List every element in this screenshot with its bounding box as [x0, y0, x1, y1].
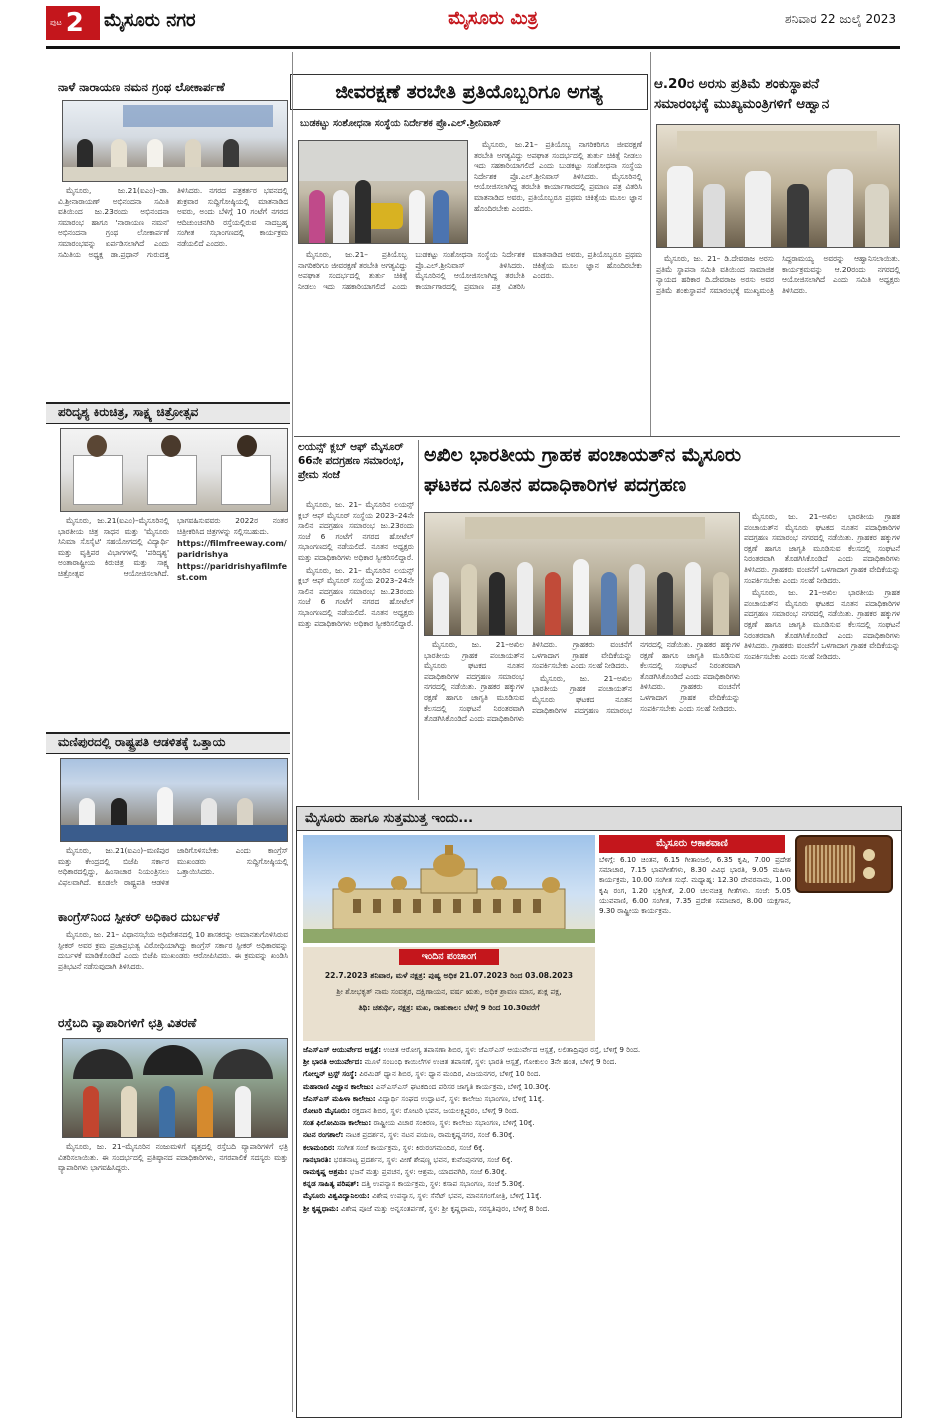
section-name: ಮೈಸೂರು ನಗರ — [104, 10, 196, 31]
poster-right — [221, 455, 271, 505]
event-item — [303, 1204, 897, 1214]
event-title: ಮಹಾರಾಣಿ ವಿಜ್ಞಾನ ಕಾಲೇಜು: — [303, 1081, 374, 1091]
panchanga-line-2: ಶ್ರೀ ಶೋಭಕೃತ್ ನಾಮ ಸಂವತ್ಸರ, ದಕ್ಷಿಣಾಯನ, ವರ್ಷ ಋತು, ಅಧಿಕ ಶ್ರಾವಣ ಮಾಸ, ಶುಕ್ಲ ಪಕ್ಷ, — [336, 987, 562, 996]
statue-headline-1: ಆ.20ರ ಅರಸು ಪ್ರತಿಮೆ ಶಂಕುಸ್ಥಾಪನೆ — [654, 76, 820, 92]
event-title: ಮೈಸೂರು ವಿಶ್ವವಿದ್ಯಾನಿಲಯ: — [303, 1191, 370, 1201]
today-section — [296, 806, 902, 1418]
event-title: ಶ್ರೀ ಭಾರತಿ ಆಯುರ್ವೇದ: — [303, 1057, 363, 1067]
today-banner-text: ಮೈಸೂರು ಹಾಗೂ ಸುತ್ತಮುತ್ತ ಇಂದು... — [305, 811, 474, 826]
manipur-headline: ಮಣಿಪುರದಲ್ಲಿ ರಾಷ್ಟ್ರಪತಿ ಆಡಳಿತಕ್ಕೆ ಒತ್ತಾಯ — [58, 735, 226, 749]
lifesaving-headline: ಜೀವರಕ್ಷಣೆ ತರಬೇತಿ ಪ್ರತಿಯೊಬ್ಬರಿಗೂ ಅಗತ್ಯ — [335, 81, 603, 103]
event-text: ರಕ್ತದಾನ ಶಿಬಿರ, ಸ್ಥಳ: ರೋಟರಿ ಭವನ, ಜಯಲಕ್ಷ್ಮಿಪುರಂ, ಬೆಳಿಗ್ಗೆ 9 ರಿಂದ. — [352, 1106, 519, 1116]
event-title: ರಾಮಕೃಷ್ಣ ಆಶ್ರಮ: — [303, 1167, 348, 1177]
event-title: ಜೆಎಸ್‌ಎಸ್ ಆಯುರ್ವೇದ ಆಸ್ಪತ್ರೆ: — [303, 1045, 382, 1054]
event-item — [303, 1045, 897, 1055]
umbrella-3 — [213, 1049, 273, 1079]
right-column-divider — [650, 52, 651, 436]
top-section-divider — [294, 436, 900, 437]
paper-name-logo: ಮೈಸೂರು ಮಿತ್ರ — [448, 8, 538, 29]
event-title: ಗೋಲ್ಡನ್ ಟ್ರಸ್ಟ್ ಸಂಸ್ಥೆ: — [303, 1069, 358, 1079]
statue-headline-2: ಸಮಾರಂಭಕ್ಕೆ ಮುಖ್ಯಮಂತ್ರಿಗಳಿಗೆ ಆಹ್ವಾನ — [654, 96, 830, 112]
radio-icon — [795, 835, 893, 893]
consumer-headline-2: ಘಟಕದ ನೂತನ ಪದಾಧಿಕಾರಿಗಳ ಪದಗ್ರಹಣ — [424, 474, 687, 496]
event-text: ಎನ್‌ಎಸ್‌ಎಸ್ ಘಟಕದಿಂದ ಪರಿಸರ ಜಾಗೃತಿ ಕಾರ್ಯಕ್ರಮ, ಬೆಳಿಗ್ಗೆ 10.30ಕ್ಕೆ. — [375, 1081, 551, 1091]
lifesaving-text: ಮೈಸೂರು, ಜು.21– ಪ್ರತಿಯೊಬ್ಬ ನಾಗರಿಕರಿಗೂ ಜೀವರಕ್ಷಣೆ ತರಬೇತಿ ಅಗತ್ಯವಿದ್ದು ಅಪಘಾತ ಸಂದರ್ಭದಲ್ಲಿ ತುರ್ತು ಚಿಕಿತ್ಸೆ ನೀಡಲು ಇದು ಸಹಕಾರಿಯಾಗಲಿದೆ ಎಂದು ಬುಡಕಟ್ಟು ಸಂಶೋಧನಾ ಸಂಸ್ಥೆಯ ನಿರ್ದೇಶಕ ಪ್ರೊ.ಎಲ್.ಶ್ರೀನಿವಾಸ್ ತಿಳಿಸಿದರು. ಮೈಸೂರಿನಲ್ಲಿ ಆಯೋಜಿಸಲಾಗಿದ್ದ ತರಬೇತಿ ಕಾರ್ಯಾಗಾರದಲ್ಲಿ ಪ್ರಮಾಣ ಪತ್ರ ವಿತರಿಸಿ ಮಾತನಾಡಿದ ಅವರು, ಪ್ರತಿಯೊಬ್ಬರೂ ಪ್ರಥಮ ಚಿಕಿತ್ಸೆಯ ಮೂಲ ಜ್ಞಾನ ಹೊಂದಿರಬೇಕು ಎಂದರು. — [298, 250, 642, 291]
manipur-photo — [60, 758, 288, 842]
event-text: ಮೂಳೆ ಸಂಬಂಧಿ ಕಾಯಿಲೆಗಳ ಉಚಿತ ತಪಾಸಣೆ, ಸ್ಥಳ: ಭಾರತಿ ಆಸ್ಪತ್ರೆ, ಗೋಕುಲಂ 3ನೇ ಹಂತ, ಬೆಳಿಗ್ಗೆ 9 ರಿಂದ. — [364, 1057, 617, 1067]
poster-middle — [147, 455, 197, 505]
event-item — [303, 1130, 897, 1140]
event-title: ಗಾನಭಾರತಿ: — [303, 1154, 332, 1164]
panchanga-box — [303, 947, 595, 1041]
lifesaving-subhead: ಬುಡಕಟ್ಟು ಸಂಶೋಧನಾ ಸಂಸ್ಥೆಯ ನಿರ್ದೇಶಕ ಪ್ರೊ.ಎಲ್.ಶ್ರೀನಿವಾಸ್ — [300, 118, 501, 129]
speaker-text: ಮೈಸೂರು, ಜು. 21– ವಿಧಾನಸಭೆಯ ಅಧಿವೇಶನದಲ್ಲಿ 10 ಶಾಸಕರನ್ನು ಅಮಾನತುಗೊಳಿಸಿರುವ ಸ್ಪೀಕರ್ ಅವರ ಕ್ರಮ ಪ್ರಜಾಪ್ರಭುತ್ವ ವಿರೋಧಿಯಾಗಿದ್ದು ಕಾಂಗ್ರೆಸ್ ಸರ್ಕಾರ ಸ್ಪೀಕರ್ ಅಧಿಕಾರವನ್ನು ದುರ್ಬಳಕೆ ಮಾಡಿಕೊಂಡಿದೆ ಎಂದು ಬಿಜೆಪಿ ಮುಖಂಡರು ಆರೋಪಿಸಿದರು. ಈ ಕ್ರಮವನ್ನು ಖಂಡಿಸಿ ಪ್ರತಿಭಟನೆ ನಡೆಸುವುದಾಗಿ ತಿಳಿಸಿದರು. — [58, 930, 288, 971]
press-table — [61, 825, 288, 841]
lions-text-repeat: ಮೈಸೂರು, ಜು. 21– ಮೈಸೂರಿನ ಲಯನ್ಸ್ ಕ್ಲಬ್ ಆಫ್ ಮೈಸೂರ್ ಸಂಸ್ಥೆಯ 2023–24ನೇ ಸಾಲಿನ ಪದಗ್ರಹಣ ಸಮಾರಂಭ ಜು.23ರಂದು ಸಂಜೆ 6 ಗಂಟೆಗೆ ನಗರದ ಹೋಟೆಲ್ ಸಭಾಂಗಣದಲ್ಲಿ ನಡೆಯಲಿದೆ. ನೂತನ ಅಧ್ಯಕ್ಷರು ಮತ್ತು ಪದಾಧಿಕಾರಿಗಳು ಅಧಿಕಾರ ಸ್ವೀಕರಿಸಲಿದ್ದಾರೆ. — [298, 565, 414, 628]
radio-knob-2 — [863, 867, 875, 879]
mysore-palace-illustration — [303, 835, 595, 943]
event-text: ವಿಶೇಷ ಪೂಜೆ ಮತ್ತು ಅನ್ನಸಂತರ್ಪಣೆ, ಸ್ಥಳ: ಶ್ರೀ ಕೃಷ್ಣಧಾಮ, ಸರಸ್ವತಿಪುರಂ, ಬೆಳಿಗ್ಗೆ 8 ರಿಂದ. — [341, 1203, 550, 1213]
event-item — [303, 1094, 897, 1104]
event-item — [303, 1143, 897, 1153]
cinema-text: ಮೈಸೂರು, ಜು.21(ಐಎಂ)–ಮೈಸೂರಿನಲ್ಲಿ ಭಾರತೀಯ ಚಿತ್ರ ಸಾಧನ ಮತ್ತು 'ಮೈಸೂರು ಸಿನಿಮಾ ಸೊಸೈಟಿ' ಸಹಯೋಗದಲ್ಲಿ ವಿದ್ಯಾರ್ಥಿ ಮತ್ತು ವೃತ್ತಿಪರ ವಿಭಾಗಗಳಲ್ಲಿ 'ಪರಿದೃಶ್ಯ' ಅಂತಾರಾಷ್ಟ್ರೀಯ ಕಿರುಚಿತ್ರ ಮತ್ತು ಸಾಕ್ಷ್ಯ ಚಿತ್ರೋತ್ಸವ ಆಯೋಜಿಸಲಾಗಿದೆ. ಭಾಗವಹಿಸುವವರು 2022ರ ನಂತರ ಚಿತ್ರೀಕರಿಸಿದ ಚಿತ್ರಗಳನ್ನು ಸಲ್ಲಿಸಬಹುದು. — [58, 516, 288, 578]
lions-body — [298, 500, 414, 802]
event-item — [303, 1191, 897, 1201]
masthead — [0, 0, 945, 52]
poster-left — [73, 455, 123, 505]
person-middle — [161, 435, 181, 457]
consumer-text: ಮೈಸೂರು, ಜು. 21–ಅಖಿಲ ಭಾರತೀಯ ಗ್ರಾಹಕ ಪಂಚಾಯತ್‌ನ ಮೈಸೂರು ಘಟಕದ ನೂತನ ಪದಾಧಿಕಾರಿಗಳ ಪದಗ್ರಹಣ ಸಮಾರಂಭ ನಗರದಲ್ಲಿ ನಡೆಯಿತು. ಗ್ರಾಹಕರ ಹಕ್ಕುಗಳ ರಕ್ಷಣೆ ಹಾಗೂ ಜಾಗೃತಿ ಮೂಡಿಸುವ ಕೆಲಸದಲ್ಲಿ ಸಂಘಟನೆ ನಿರಂತರವಾಗಿ ತೊಡಗಿಸಿಕೊಂಡಿದೆ ಎಂದು ಪದಾಧಿಕಾರಿಗಳು ತಿಳಿಸಿದರು. ಗ್ರಾಹಕರು ವಂಚನೆಗೆ ಒಳಗಾದಾಗ ಗ್ರಾಹಕ ವೇದಿಕೆಯನ್ನು ಸಂಪರ್ಕಿಸಬೇಕು ಎಂದು ಸಲಹೆ ನೀಡಿದರು. — [424, 640, 632, 724]
page-number: 2 — [65, 8, 84, 38]
page-number-badge — [46, 6, 100, 40]
cinema-photo — [60, 428, 288, 512]
event-text: ಭಜನೆ ಮತ್ತು ಪ್ರವಚನ, ಸ್ಥಳ: ಆಶ್ರಮ, ಯಾದವಗಿರಿ, ಸಂಜೆ 6.30ಕ್ಕೆ. — [349, 1167, 508, 1177]
speaker-body — [58, 930, 288, 1012]
event-item — [303, 1155, 897, 1165]
lifesaving-headline-box — [290, 74, 648, 110]
consumer-banner — [465, 517, 705, 539]
radio-title-bar — [599, 835, 785, 853]
date-line: ಶನಿವಾರ 22 ಜುಲೈ 2023 — [785, 12, 896, 26]
wall-frames — [677, 131, 877, 151]
consumer-headline-1: ಅಖಿಲ ಭಾರತೀಯ ಗ್ರಾಹಕ ಪಂಚಾಯತ್‌ನ ಮೈಸೂರು — [424, 444, 742, 466]
page-label: ಪುಟ — [50, 18, 62, 27]
event-item — [303, 1167, 897, 1177]
radio-schedule: ಬೆಳಿಗ್ಗೆ: 6.10 ಚಿಂತನ, 6.15 ಗೀತಾಂಜಲಿ, 6.35 ಕೃಷಿ, 7.00 ಪ್ರದೇಶ ಸಮಾಚಾರ, 7.15 ಭಾವಗೀತೆಗಳು, 8.30 ವಿವಿಧ ಭಾರತಿ, 9.05 ಮಹಿಳಾ ಕಾರ್ಯಕ್ರಮ, 10.00 ಸಂಗೀತ ಸುಧೆ. ಮಧ್ಯಾಹ್ನ: 12.30 ದೇವರನಾಮ, 1.00 ಕೃಷಿ ರಂಗ, 1.20 ಭಕ್ತಿಗೀತೆ, 2.00 ಚಲನಚಿತ್ರ ಗೀತೆಗಳು. ಸಂಜೆ: 5.05 ಯುವವಾಣಿ, 6.00 ಸಂಗೀತ, 7.35 ಪ್ರದೇಶ ಸಮಾಚಾರ, 8.00 ಯಕ್ಷಗಾನ, 9.30 ರಾಷ್ಟ್ರೀಯ ಕಾರ್ಯಕ್ರಮ. — [599, 855, 791, 916]
event-title: ರೋಟರಿ ಮೈಸೂರು: — [303, 1106, 350, 1116]
book-release-text: ಮೈಸೂರು, ಜು.21(ಐಎಂ)–ಡಾ. ವಿ.ಶ್ರೀನಾರಾಯಣ್ ಅಭಿನಂದನಾ ಸಮಿತಿ ವತಿಯಿಂದ ಜು.23ರಂದು ಅಭಿನಂದನಾ ಸಮಾರಂಭ ಹಾಗೂ 'ನಾರಾಯಣ ನಮನ' ಅಭಿನಂದನಾ ಗ್ರಂಥ ಲೋಕಾರ್ಪಣೆ ಸಮಾರಂಭವನ್ನು ಏರ್ಪಡಿಸಲಾಗಿದೆ ಎಂದು ಸಮಿತಿಯ ಅಧ್ಯಕ್ಷ ಡಾ.ಪ್ರಧಾನ್ ಗುರುದತ್ತ ತಿಳಿಸಿದರು. ನಗರದ ಪತ್ರಕರ್ತರ ಭವನದಲ್ಲಿ ಶುಕ್ರವಾರ ಸುದ್ದಿಗೋಷ್ಠಿಯಲ್ಲಿ ಮಾತನಾಡಿದ ಅವರು, ಅಂದು ಬೆಳಿಗ್ಗೆ 10 ಗಂಟೆಗೆ ನಗರದ ಆದಿಚುಂಚನಗಿರಿ ರಸ್ತೆಯಲ್ಲಿರುವ ನಾದಬ್ರಹ್ಮ ಸಂಗೀತ ಸಭಾಂಗಣದಲ್ಲಿ ಕಾರ್ಯಕ್ರಮ ನಡೆಯಲಿದೆ ಎಂದರು. — [58, 186, 288, 259]
lions-headline: ಲಯನ್ಸ್ ಕ್ಲಬ್ ಆಫ್ ಮೈಸೂರ್ 66ನೇ ಪದಗ್ರಹಣ ಸಮಾರಂಭ, ಪ್ರೇಮ ಸಂಜೆ — [298, 441, 405, 481]
consumer-headline — [424, 440, 900, 506]
manipur-text: ಮೈಸೂರು, ಜು.21(ಐಎಂ)–ಮಣಿಪುರ ಮತ್ತು ಕೇಂದ್ರದಲ್ಲಿ ಬಿಜೆಪಿ ಸರ್ಕಾರ ಅಧಿಕಾರದಲ್ಲಿದ್ದು, ಹಿಂಸಾಚಾರ ನಿಯಂತ್ರಿಸಲು ವಿಫಲವಾಗಿದೆ. ಕೂಡಲೇ ರಾಷ್ಟ್ರಪತಿ ಆಡಳಿತ ಜಾರಿಗೊಳಿಸಬೇಕು ಎಂದು ಕಾಂಗ್ರೆಸ್ ಮುಖಂಡರು ಸುದ್ದಿಗೋಷ್ಠಿಯಲ್ಲಿ ಒತ್ತಾಯಿಸಿದರು. — [58, 846, 288, 887]
consumer-body-right — [744, 512, 900, 802]
cinema-body — [58, 516, 288, 730]
umbrella-1 — [73, 1049, 133, 1079]
event-text: ವಿದ್ಯಾರ್ಥಿ ಸಂಘದ ಉದ್ಘಾಟನೆ, ಸ್ಥಳ: ಕಾಲೇಜು ಸಭಾಂಗಣ, ಬೆಳಿಗ್ಗೆ 11ಕ್ಕೆ. — [377, 1093, 545, 1103]
cinema-headline: ಪರಿದೃಶ್ಯ ಕಿರುಚಿತ್ರ, ಸಾಕ್ಷ್ಯ ಚಿತ್ರೋತ್ಸವ — [58, 405, 199, 419]
cinema-link-2[interactable]: https://paridrishyafilmfest.com — [177, 562, 288, 582]
book-release-photo — [62, 100, 288, 182]
lifesaving-body-right — [474, 140, 642, 244]
event-title: ಜೆಎಸ್‌ಎಸ್ ಮಹಿಳಾ ಕಾಲೇಜು: — [303, 1093, 376, 1103]
left-column-divider — [292, 52, 293, 1412]
panchanga-title: ಇಂದಿನ ಪಂಚಾಂಗ — [421, 951, 477, 962]
today-banner — [297, 807, 901, 831]
event-text: ವಿಶೇಷ ಉಪನ್ಯಾಸ, ಸ್ಥಳ: ಸೆನೆಟ್ ಭವನ, ಮಾನಸಗಂಗೋತ್ರಿ, ಬೆಳಿಗ್ಗೆ 11ಕ್ಕೆ. — [372, 1191, 542, 1201]
event-text: ದತ್ತಿ ಉಪನ್ಯಾಸ ಕಾರ್ಯಕ್ರಮ, ಸ್ಥಳ: ಕಸಾಪ ಸಭಾಂಗಣ, ಸಂಜೆ 5.30ಕ್ಕೆ. — [361, 1179, 525, 1189]
banner-backdrop — [123, 105, 273, 127]
book-release-body — [58, 186, 288, 362]
umbrella-headline: ರಸ್ತೆಬದಿ ವ್ಯಾಪಾರಿಗಳಿಗೆ ಛತ್ರಿ ವಿತರಣೆ — [58, 1016, 197, 1030]
consumer-text-right: ಮೈಸೂರು, ಜು. 21–ಅಖಿಲ ಭಾರತೀಯ ಗ್ರಾಹಕ ಪಂಚಾಯತ್‌ನ ಮೈಸೂರು ಘಟಕದ ನೂತನ ಪದಾಧಿಕಾರಿಗಳ ಪದಗ್ರಹಣ ಸಮಾರಂಭ ನಗರದಲ್ಲಿ ನಡೆಯಿತು. ಗ್ರಾಹಕರ ಹಕ್ಕುಗಳ ರಕ್ಷಣೆ ಹಾಗೂ ಜಾಗೃತಿ ಮೂಡಿಸುವ ಕೆಲಸದಲ್ಲಿ ಸಂಘಟನೆ ನಿರಂತರವಾಗಿ ತೊಡಗಿಸಿಕೊಂಡಿದೆ ಎಂದು ಪದಾಧಿಕಾರಿಗಳು ತಿಳಿಸಿದರು. ಗ್ರಾಹಕರು ವಂಚನೆಗೆ ಒಳಗಾದಾಗ ಗ್ರಾಹಕ ವೇದಿಕೆಯನ್ನು ಸಂಪರ್ಕಿಸಬೇಕು ಎಂದು ಸಲಹೆ ನೀಡಿದರು. — [744, 512, 900, 585]
statue-text: ಮೈಸೂರು, ಜು. 21– ಡಿ.ದೇವರಾಜ ಅರಸು ಪ್ರತಿಮೆ ಸ್ಥಾಪನಾ ಸಮಿತಿ ವತಿಯಿಂದ ಸಾಮಾಜಿಕ ನ್ಯಾಯದ ಹರಿಕಾರ ದಿ.ದೇವರಾಜ ಅರಸು ಅವರ ಪ್ರತಿಮೆ ಶಂಕುಸ್ಥಾಪನೆ ಸಮಾರಂಭಕ್ಕೆ ಮುಖ್ಯಮಂತ್ರಿ ಸಿದ್ದರಾಮಯ್ಯ ಅವರನ್ನು ಆಹ್ವಾನಿಸಲಾಯಿತು. ಕಾರ್ಯಕ್ರಮವನ್ನು ಆ.20ರಂದು ನಗರದಲ್ಲಿ ಆಯೋಜಿಸಲಾಗಿದೆ ಎಂದು ಸಮಿತಿ ಅಧ್ಯಕ್ಷರು ತಿಳಿಸಿದರು. — [656, 254, 900, 295]
lifesaving-photo — [298, 140, 468, 244]
person-right — [237, 435, 257, 457]
umbrella-text: ಮೈಸೂರು, ಜು. 21–ಮೈಸೂರಿನ ನಂಜುಮಳಿಗೆ ವೃತ್ತದಲ್ಲಿ ರಸ್ತೆಬದಿ ವ್ಯಾಪಾರಿಗಳಿಗೆ ಛತ್ರಿ ವಿತರಿಸಲಾಯಿತು. ಈ ಸಂದರ್ಭದಲ್ಲಿ ಪ್ರತಿಷ್ಠಾನದ ಪದಾಧಿಕಾರಿಗಳು, ನಗರಪಾಲಿಕೆ ಸದಸ್ಯರು ಮತ್ತು ವ್ಯಾಪಾರಿಗಳು ಭಾಗವಹಿಸಿದ್ದರು. — [58, 1142, 288, 1173]
event-title: ಶ್ರೀ ಕೃಷ್ಣಧಾಮ: — [303, 1203, 339, 1213]
consumer-text-2: ಮೈಸೂರು, ಜು. 21–ಅಖಿಲ ಭಾರತೀಯ ಗ್ರಾಹಕ ಪಂಚಾಯತ್‌ನ ಮೈಸೂರು ಘಟಕದ ನೂತನ ಪದಾಧಿಕಾರಿಗಳ ಪದಗ್ರಹಣ ಸಮಾರಂಭ ನಗರದಲ್ಲಿ ನಡೆಯಿತು. ಗ್ರಾಹಕರ ಹಕ್ಕುಗಳ ರಕ್ಷಣೆ ಹಾಗೂ ಜಾಗೃತಿ ಮೂಡಿಸುವ ಕೆಲಸದಲ್ಲಿ ಸಂಘಟನೆ ನಿರಂತರವಾಗಿ ತೊಡಗಿಸಿಕೊಂಡಿದೆ ಎಂದು ಪದಾಧಿಕಾರಿಗಳು ತಿಳಿಸಿದರು. ಗ್ರಾಹಕರು ವಂಚನೆಗೆ ಒಳಗಾದಾಗ ಗ್ರಾಹಕ ವೇದಿಕೆಯನ್ನು ಸಂಪರ್ಕಿಸಬೇಕು ಎಂದು ಸಲಹೆ ನೀಡಿದರು. — [532, 640, 740, 715]
umbrella-body — [58, 1142, 288, 1206]
speaker-headline: ಕಾಂಗ್ರೆಸ್‌ನಿಂದ ಸ್ಪೀಕರ್ ಅಧಿಕಾರ ದುರ್ಬಳಕೆ — [58, 910, 220, 924]
umbrella-2 — [143, 1045, 203, 1075]
event-text: ಸಂಗೀತ ಸಂಜೆ ಕಾರ್ಯಕ್ರಮ, ಸ್ಥಳ: ಕಿರುರಂಗಮಂದಿರ, ಸಂಜೆ 6ಕ್ಕೆ. — [337, 1142, 485, 1152]
event-text: ಉಚಿತ ಆರೋಗ್ಯ ತಪಾಸಣಾ ಶಿಬಿರ, ಸ್ಥಳ: ಜೆಎಸ್‌ಎಸ್ ಆಯುರ್ವೇದ ಆಸ್ಪತ್ರೆ, ಲಲಿತಾದ್ರಿಪುರ ರಸ್ತೆ, ಬೆಳಿಗ್ಗೆ 9 ರಿಂದ. — [383, 1045, 641, 1054]
palace-drawing — [303, 835, 595, 943]
radio-speaker-grille — [805, 845, 855, 883]
consumer-body-bottom — [424, 640, 740, 802]
events-list — [303, 1045, 897, 1413]
event-title: ಕನ್ನಡ ಸಾಹಿತ್ಯ ಪರಿಷತ್: — [303, 1179, 360, 1189]
event-text: ನಾಟಕ ಪ್ರದರ್ಶನ, ಸ್ಥಳ: ನಟನ ಪಯಣ, ರಾಮಕೃಷ್ಣನಗರ, ಸಂಜೆ 6.30ಕ್ಕೆ. — [345, 1130, 515, 1140]
radio-title: ಮೈಸೂರು ಆಕಾಶವಾಣಿ — [656, 838, 728, 849]
table — [63, 167, 288, 181]
umbrella-photo — [62, 1038, 288, 1138]
panchanga-line-3: ತಿಥಿ: ಚತುರ್ಥಿ, ನಕ್ಷತ್ರ: ಮಖ, ರಾಹುಕಾಲ: ಬೆಳಿಗ್ಗೆ 9 ರಿಂದ 10.30ವರೆಗೆ — [358, 1003, 540, 1012]
event-item — [303, 1057, 897, 1067]
event-text: ಭರತನಾಟ್ಯ ಪ್ರದರ್ಶನ, ಸ್ಥಳ: ವೀಣೆ ಶೇಷಣ್ಣ ಭವನ, ಕುವೆಂಪುನಗರ, ಸಂಜೆ 6ಕ್ಕೆ. — [333, 1154, 513, 1164]
event-text: ರಾಷ್ಟ್ರೀಯ ವಿಚಾರ ಸಂಕಿರಣ, ಸ್ಥಳ: ಕಾಲೇಜು ಸಭಾಂಗಣ, ಬೆಳಿಗ್ಗೆ 10ಕ್ಕೆ. — [373, 1118, 535, 1128]
event-title: ನಟನ ರಂಗಶಾಲೆ: — [303, 1130, 344, 1140]
event-item — [303, 1069, 897, 1079]
event-item — [303, 1118, 897, 1128]
event-item — [303, 1082, 897, 1092]
event-item — [303, 1179, 897, 1189]
panchanga-title-bar — [399, 949, 499, 965]
event-item — [303, 1106, 897, 1116]
stage-backdrop — [299, 141, 468, 181]
lifesaving-body-bottom — [298, 250, 642, 432]
statue-headline — [654, 74, 902, 118]
statue-photo — [656, 124, 900, 248]
person-left — [87, 435, 107, 457]
manipur-body — [58, 846, 288, 906]
statue-body — [656, 254, 900, 432]
panchanga-line-1: 22.7.2023 ಶನಿವಾರ, ಮಳೆ ನಕ್ಷತ್ರ: ಪುಷ್ಯ ಅಧಿಕ 21.07.2023 ರಿಂದ 03.08.2023 — [324, 971, 574, 980]
event-title: ಸಂತ ಫಿಲೋಮಿನಾ ಕಾಲೇಜು: — [303, 1118, 372, 1128]
consumer-photo — [424, 512, 740, 636]
lifesaving-text-lead: ಮೈಸೂರು, ಜು.21– ಪ್ರತಿಯೊಬ್ಬ ನಾಗರಿಕರಿಗೂ ಜೀವರಕ್ಷಣೆ ತರಬೇತಿ ಅಗತ್ಯವಿದ್ದು ಅಪಘಾತ ಸಂದರ್ಭದಲ್ಲಿ ತುರ್ತು ಚಿಕಿತ್ಸೆ ನೀಡಲು ಇದು ಸಹಕಾರಿಯಾಗಲಿದೆ ಎಂದು ಬುಡಕಟ್ಟು ಸಂಶೋಧನಾ ಸಂಸ್ಥೆಯ ನಿರ್ದೇಶಕ ಪ್ರೊ.ಎಲ್.ಶ್ರೀನಿವಾಸ್ ತಿಳಿಸಿದರು. ಮೈಸೂರಿನಲ್ಲಿ ಆಯೋಜಿಸಲಾಗಿದ್ದ ತರಬೇತಿ ಕಾರ್ಯಾಗಾರದಲ್ಲಿ ಪ್ರಮಾಣ ಪತ್ರ ವಿತರಿಸಿ ಮಾತನಾಡಿದ ಅವರು, ಪ್ರತಿಯೊಬ್ಬರೂ ಪ್ರಥಮ ಚಿಕಿತ್ಸೆಯ ಮೂಲ ಜ್ಞಾನ ಹೊಂದಿರಬೇಕು ಎಂದರು. — [474, 140, 642, 213]
cinema-link-1[interactable]: https://filmfreeway.com/paridrishya — [177, 539, 287, 559]
book-release-headline: ನಾಳೆ ನಾರಾಯಣ ನಮನ ಗ್ರಂಥ ಲೋಕಾರ್ಪಣೆ — [58, 80, 225, 94]
masthead-rule — [46, 46, 900, 49]
event-title: ಕಲಾಮಂದಿರ: — [303, 1142, 335, 1152]
radio-knob-1 — [863, 849, 875, 861]
lions-divider — [418, 440, 419, 800]
event-text: ಪಿರಮಿಡ್ ಧ್ಯಾನ ಶಿಬಿರ, ಸ್ಥಳ: ಧ್ಯಾನ ಮಂದಿರ, ವಿಜಯನಗರ, ಬೆಳಿಗ್ಗೆ 10 ರಿಂದ. — [359, 1069, 541, 1079]
consumer-text-right-2: ಮೈಸೂರು, ಜು. 21–ಅಖಿಲ ಭಾರತೀಯ ಗ್ರಾಹಕ ಪಂಚಾಯತ್‌ನ ಮೈಸೂರು ಘಟಕದ ನೂತನ ಪದಾಧಿಕಾರಿಗಳ ಪದಗ್ರಹಣ ಸಮಾರಂಭ ನಗರದಲ್ಲಿ ನಡೆಯಿತು. ಗ್ರಾಹಕರ ಹಕ್ಕುಗಳ ರಕ್ಷಣೆ ಹಾಗೂ ಜಾಗೃತಿ ಮೂಡಿಸುವ ಕೆಲಸದಲ್ಲಿ ಸಂಘಟನೆ ನಿರಂತರವಾಗಿ ತೊಡಗಿಸಿಕೊಂಡಿದೆ ಎಂದು ಪದಾಧಿಕಾರಿಗಳು ತಿಳಿಸಿದರು. ಗ್ರಾಹಕರು ವಂಚನೆಗೆ ಒಳಗಾದಾಗ ಗ್ರಾಹಕ ವೇದಿಕೆಯನ್ನು ಸಂಪರ್ಕಿಸಬೇಕು ಎಂದು ಸಲಹೆ ನೀಡಿದರು. — [744, 588, 900, 661]
lions-text: ಮೈಸೂರು, ಜು. 21– ಮೈಸೂರಿನ ಲಯನ್ಸ್ ಕ್ಲಬ್ ಆಫ್ ಮೈಸೂರ್ ಸಂಸ್ಥೆಯ 2023–24ನೇ ಸಾಲಿನ ಪದಗ್ರಹಣ ಸಮಾರಂಭ ಜು.23ರಂದು ಸಂಜೆ 6 ಗಂಟೆಗೆ ನಗರದ ಹೋಟೆಲ್ ಸಭಾಂಗಣದಲ್ಲಿ ನಡೆಯಲಿದೆ. ನೂತನ ಅಧ್ಯಕ್ಷರು ಮತ್ತು ಪದಾಧಿಕಾರಿಗಳು ಅಧಿಕಾರ ಸ್ವೀಕರಿಸಲಿದ್ದಾರೆ. — [298, 500, 414, 562]
